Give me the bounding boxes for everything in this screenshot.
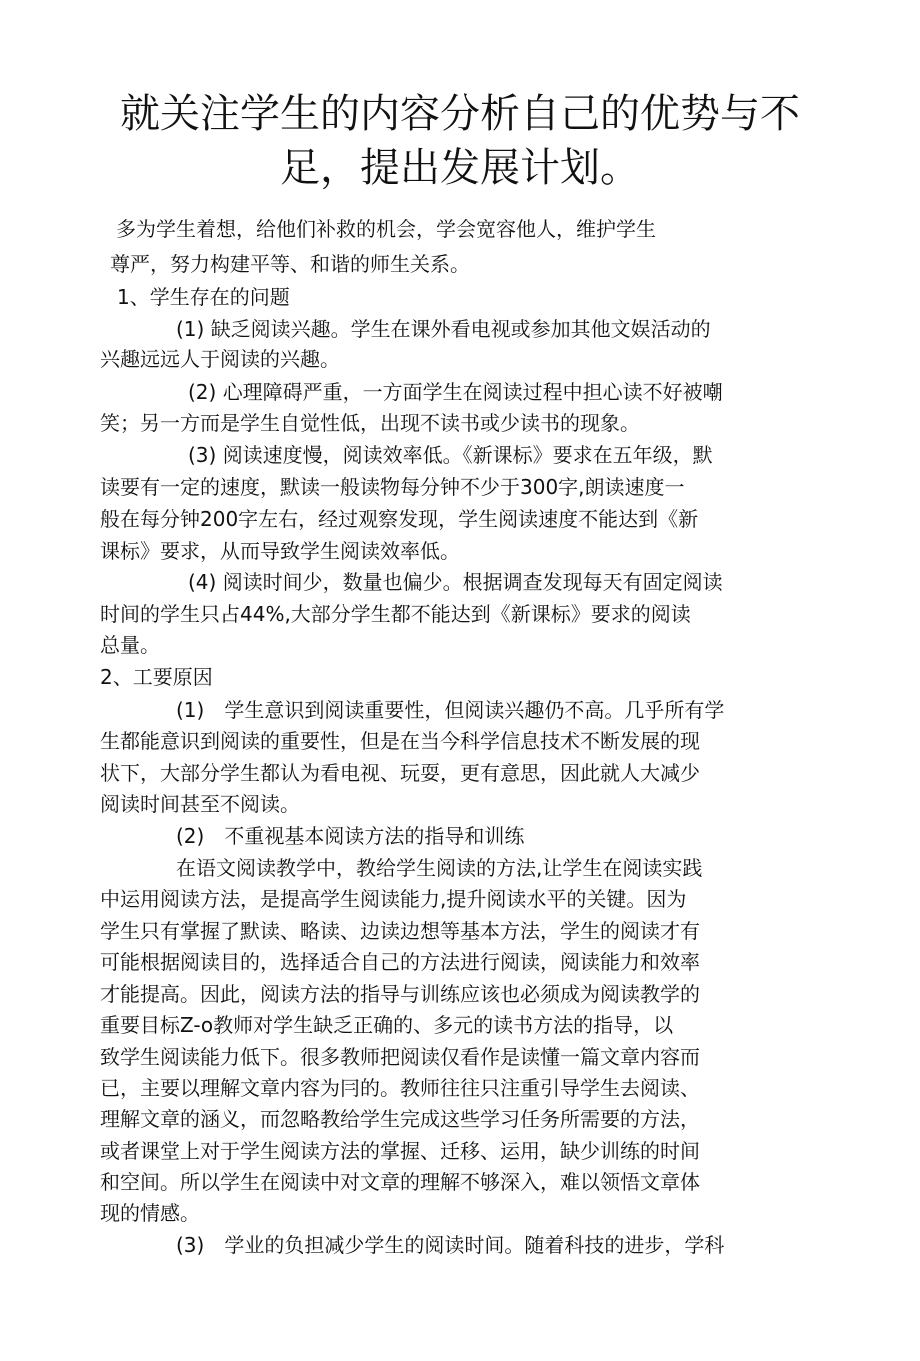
body-line: 总量。 xyxy=(100,633,160,657)
body-line: (1) 缺乏阅读兴趣。学生在课外看电视或参加其他文娱活动的 xyxy=(176,317,711,341)
body-line: (2) 不重视基本阅读方法的指导和训练 xyxy=(176,824,525,848)
body-line: 重要目标Z-o教师对学生缺乏正确的、多元的读书方法的指导，以 xyxy=(100,1013,674,1037)
body-line: 中运用阅读方法，是提高学生阅读能力,提升阅读水平的关键。因为 xyxy=(100,887,687,911)
body-line: 读要有一定的速度，默读一般读物每分钟不少于300字,朗读速度一 xyxy=(100,475,685,499)
section-heading: 1、学生存在的问题 xyxy=(117,285,290,309)
body-line: 课标》要求，从而导致学生阅读效率低。 xyxy=(100,539,460,563)
section-heading: 2、工要原因 xyxy=(100,665,213,689)
body-line: (3) 阅读速度慢，阅读效率低。《新课标》要求在五年级，默 xyxy=(188,443,713,467)
body-line: 笑；另一方而是学生自觉性低，出现不读书或少读书的现象。 xyxy=(100,411,640,435)
body-line: (3) 学业的负担减少学生的阅读时间。随着科技的进步，学科 xyxy=(176,1233,725,1257)
body-line: 多为学生着想，给他们补救的机会，学会宽容他人，维护学生 xyxy=(116,217,656,241)
body-line: 尊严，努力构建平等、和谐的师生关系。 xyxy=(110,252,470,276)
body-line: 状下，大部分学生都认为看电视、玩耍，更有意思，因此就人大减少 xyxy=(100,761,700,785)
document-title-line-1: 就关注学生的内容分析自己的优势与不 xyxy=(120,91,800,137)
body-line: 可能根据阅读目的，选择适合自己的方法进行阅读，阅读能力和效率 xyxy=(100,950,700,974)
body-line: 理解文章的涵义，而忽略教给学生完成这些学习任务所需要的方法， xyxy=(100,1107,700,1131)
body-line: 生都能意识到阅读的重要性，但是在当今科学信息技术不断发展的现 xyxy=(100,729,700,753)
body-line: (1) 学生意识到阅读重要性，但阅读兴趣仍不高。几乎所有学 xyxy=(176,698,725,722)
body-line: 已，主要以理解文章内容为冃的。教师往往只注重引导学生去阅读、 xyxy=(100,1076,700,1100)
body-line: 致学生阅读能力低下。很多教师把阅读仅看作是读懂一篇文章内容而 xyxy=(100,1045,700,1069)
body-line: 阅读时间甚至不阅读。 xyxy=(100,792,300,816)
body-line: (2) 心理障碍严重，一方面学生在阅读过程中担心读不好被嘲 xyxy=(188,380,723,404)
body-line: 和空间。所以学生在阅读中对文章的理解不够深入，难以领悟文章体 xyxy=(100,1170,700,1194)
document-title-line-2: 足，提出发展计划。 xyxy=(280,145,640,191)
body-line: 或者课堂上对于学生阅读方法的掌握、迁移、运用，缺少训练的时间 xyxy=(100,1139,700,1163)
body-line: 般在每分钟200字左右，经过观察发现，学生阅读速度不能达到《新 xyxy=(100,507,699,531)
body-line: 时间的学生只占44%,大部分学生都不能达到《新课标》要求的阅读 xyxy=(100,602,691,626)
body-line: 现的情感。 xyxy=(100,1201,200,1225)
body-line: 在语文阅读教学中，教给学生阅读的方法,让学生在阅读实践 xyxy=(176,856,703,880)
body-line: (4) 阅读时间少，数量也偏少。根据调查发现每天有固定阅读 xyxy=(188,570,723,594)
body-line: 学生只有掌握了默读、略读、边读边想等基本方法，学生的阅读才有 xyxy=(100,919,700,943)
body-line: 兴趣远远人于阅读的兴趣。 xyxy=(100,347,340,371)
body-line: 才能提高。因此，阅读方法的指导与训练应该也必须成为阅读教学的 xyxy=(100,982,700,1006)
